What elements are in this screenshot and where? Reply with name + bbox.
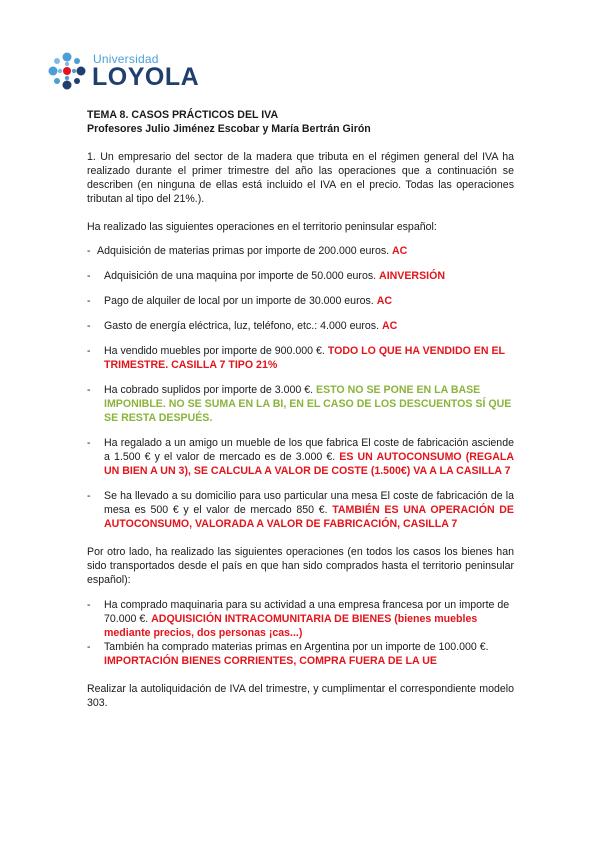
annotation-note: IMPORTACIÓN BIENES CORRIENTES, COMPRA FUERA DE LA UE bbox=[104, 655, 437, 667]
section-2-lead: Por otro lado, ha realizado las siguientes operaciones (en todos los casos los bienes han sido transportados desde el país en que han sido comprados hasta el territorio peninsular español): bbox=[87, 546, 514, 586]
operation-text: Adquisición de materias primas por importe de 200.000 euros. bbox=[97, 245, 390, 257]
annotation-note: AINVERSIÓN bbox=[379, 270, 445, 282]
annotation-note: AC bbox=[376, 295, 392, 307]
list-item: - Adquisición de una maquina por importe de 50.000 euros. AINVERSIÓN bbox=[87, 270, 445, 282]
annotation-note: TODO LO QUE HA VENDIDO EN EL TRIMESTRE. CASILLA 7 TIPO 21% bbox=[104, 345, 505, 371]
document-authors: Profesores Julio Jiménez Escobar y María Bertrán Girón bbox=[87, 123, 371, 135]
list-item: - Se ha llevado a su domicilio para uso particular una mesa El coste de fabricación de la mesa es 500 € y el valor de mercado 850 €. TAMBIÉN ES UNA OPERACIÓN DE AUTOCONSUMO, VALORADA A VALOR DE FABRICACIÓN, CASILLA 7 bbox=[87, 490, 514, 530]
operation-text: Ha vendido muebles por importe de 900.000 €. bbox=[104, 345, 325, 357]
operation-text: Ha regalado a un amigo un mueble de los que fabrica El coste de fabricación asciende a 1.500 € y el valor de mercado es de 3.000 €. bbox=[104, 437, 514, 463]
closing-instruction: Realizar la autoliquidación de IVA del trimestre, y cumplimentar el correspondiente modelo 303. bbox=[87, 683, 514, 709]
list-item: - Pago de alquiler de local por un importe de 30.000 euros. AC bbox=[87, 295, 392, 307]
operation-text: Se ha llevado a su domicilio para uso particular una mesa El coste de fabricación de la mesa es 500 € y el valor de mercado 850 €. bbox=[104, 490, 514, 516]
list-item: - Ha vendido muebles por importe de 900.000 €. TODO LO QUE HA VENDIDO EN EL TRIMESTRE. CASILLA 7 TIPO 21% bbox=[87, 345, 505, 371]
annotation-note: TAMBIÉN ES UNA OPERACIÓN DE AUTOCONSUMO, VALORADA A VALOR DE FABRICACIÓN, CASILLA 7 bbox=[104, 504, 514, 530]
operation-text: Pago de alquiler de local por un importe de 30.000 euros. bbox=[104, 295, 374, 307]
document-body bbox=[87, 108, 514, 710]
operation-text: Ha comprado maquinaria para su actividad a una empresa francesa por un importe de 70.000 €. bbox=[104, 599, 510, 625]
annotation-note: AC bbox=[381, 320, 398, 332]
annotation-note: ADQUISICIÓN INTRACOMUNITARIA DE BIENES (bienes muebles mediante precios, dos personas ¡cas...) bbox=[104, 613, 478, 639]
section-2-list bbox=[87, 598, 514, 668]
list-item: - También ha comprado materias primas en Argentina por un importe de 100.000 €. IMPORTACIÓN BIENES CORRIENTES, COMPRA FUERA DE LA UE bbox=[87, 641, 489, 667]
logo-university-text: Universidad bbox=[93, 52, 159, 66]
operation-text: Adquisición de una maquina por importe de 50.000 euros. bbox=[104, 270, 377, 282]
list-item: - Ha regalado a un amigo un mueble de los que fabrica El coste de fabricación asciende a 1.500 € y el valor de mercado es de 3.000 €. ES UN AUTOCONSUMO (REGALA UN BIEN A UN 3), SE CALCULA A VALOR DE COSTE (1.500€) VA A LA CASILLA 7 bbox=[87, 437, 514, 477]
operation-text: Ha cobrado suplidos por importe de 3.000 €. bbox=[104, 384, 314, 396]
annotation-note: ESTO NO SE PONE EN LA BASE IMPONIBLE. NO SE SUMA EN LA BI, EN EL CASO DE LOS DESCUENTOS SÍ QUE SE RESTA DESPUÉS. bbox=[104, 384, 512, 424]
list-item: - Ha cobrado suplidos por importe de 3.000 €. ESTO NO SE PONE EN LA BASE IMPONIBLE. NO SE SUMA EN LA BI, EN EL CASO DE LOS DESCUENTOS SÍ QUE SE RESTA DESPUÉS. bbox=[87, 384, 512, 424]
loyola-cross-icon bbox=[46, 50, 88, 92]
operation-text: También ha comprado materias primas en Argentina por un importe de 100.000 €. bbox=[104, 641, 489, 653]
exercise-statement: 1. Un empresario del sector de la madera que tributa en el régimen general del IVA ha realizado durante el primer trimestre del año las operaciones que a continuación se describen (en ninguna de ellas está incluido el IVA en el precio. Todas las operaciones tributan al tipo del 21%.). bbox=[87, 151, 514, 205]
operation-text: Gasto de energía eléctrica, luz, teléfono, etc.: 4.000 euros. bbox=[104, 320, 380, 332]
section-1-list bbox=[87, 244, 514, 531]
list-item: - Ha comprado maquinaria para su actividad a una empresa francesa por un importe de 70.000 €. ADQUISICIÓN INTRACOMUNITARIA DE BIENES (bienes muebles mediante precios, dos personas ¡cas...) bbox=[87, 599, 510, 639]
annotation-note: ES UN AUTOCONSUMO (REGALA UN BIEN A UN 3), SE CALCULA A VALOR DE COSTE (1.500€) VA A LA CASILLA 7 bbox=[104, 451, 514, 477]
logo-loyola-text: LOYOLA bbox=[92, 63, 200, 91]
list-item: - Gasto de energía eléctrica, luz, teléfono, etc.: 4.000 euros. AC bbox=[87, 320, 398, 332]
document-title: TEMA 8. CASOS PRÁCTICOS DEL IVA bbox=[87, 109, 279, 121]
annotation-note: AC bbox=[392, 245, 408, 257]
list-item: - Adquisición de materias primas por importe de 200.000 euros. AC bbox=[87, 245, 408, 257]
section-1-lead: Ha realizado las siguientes operaciones en el territorio peninsular español: bbox=[87, 221, 437, 233]
